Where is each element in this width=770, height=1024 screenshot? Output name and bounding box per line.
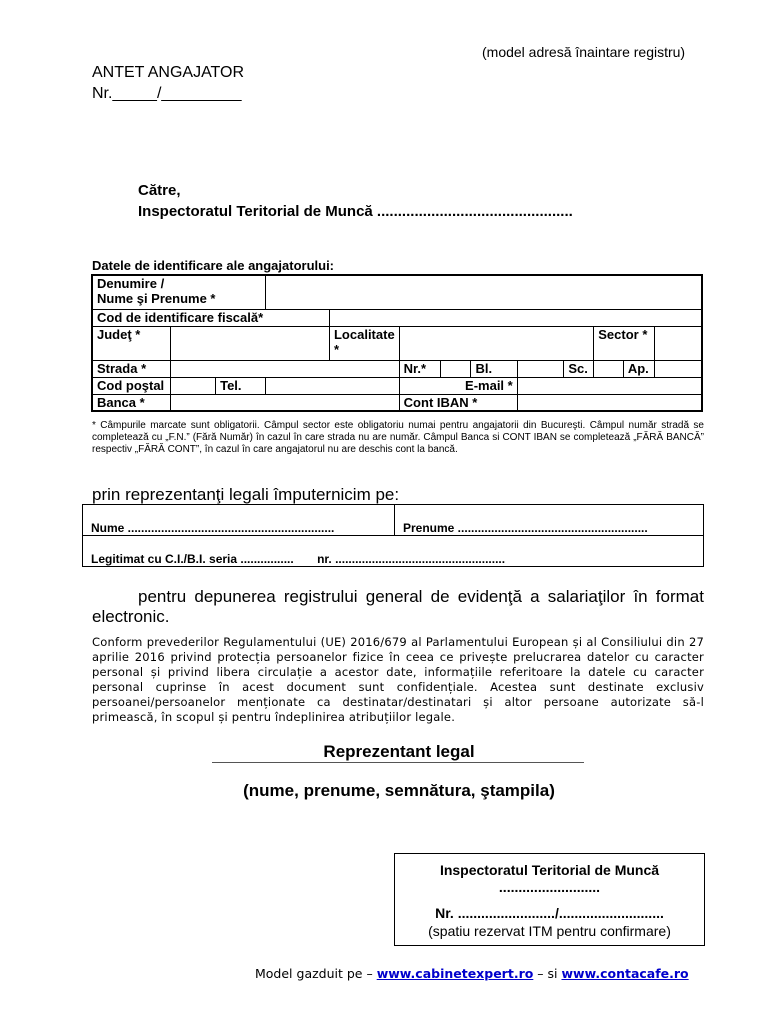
required-fields-note: * Câmpurile marcate sunt obligatorii. Câmpul sector este obligatoriu numai pentru angajatorii din Bucureşti. Câmpul număr stradă se completează cu „F.N.” (Fără Număr) în cazul în care strada nu are număr. Câmpul Banca si CONT IBAN se completează „FĂRĂ BANCĂ” respectiv „FĂRĂ CONT”, în cazul în care angajatorul nu are deschis cont la bancă. — [92, 420, 704, 455]
purpose-text: pentru depunerea registrului general de evidenţă a salariaţilor în format electronic. — [92, 587, 704, 626]
apartment-label: Ap. — [623, 360, 654, 377]
itm-box-number: Nr. ........................./........................... — [435, 905, 664, 921]
footer-middle: – si — [533, 966, 562, 981]
locality-field[interactable] — [399, 326, 594, 360]
representatives-table — [82, 504, 704, 567]
block-label: Bl. — [471, 360, 517, 377]
recipient-to: Către, — [138, 182, 181, 199]
itm-box-dots: .......................... — [498, 879, 601, 895]
letterhead — [92, 62, 244, 104]
block-field[interactable] — [517, 360, 564, 377]
fiscal-code-label: Cod de identificare fiscală* — [92, 309, 329, 326]
name-field[interactable] — [266, 275, 702, 309]
street-number-label: Nr.* — [399, 360, 441, 377]
employer-section-title: Datele de identificare ale angajatorului: — [92, 258, 335, 273]
sector-label: Sector * — [594, 326, 655, 360]
stair-label: Sc. — [564, 360, 594, 377]
email-label: E-mail * — [399, 377, 517, 394]
bank-field[interactable] — [171, 394, 399, 411]
representative-first-name[interactable]: Prenume ......................................................... — [395, 505, 704, 536]
itm-confirmation-box — [394, 853, 705, 946]
signature-line — [212, 762, 584, 763]
representatives-intro: prin reprezentanţi legali împuternicim pe: — [92, 485, 400, 504]
bank-label: Banca * — [92, 394, 171, 411]
county-label: Judeţ * — [92, 326, 171, 360]
county-field[interactable] — [171, 326, 330, 360]
registration-number: Nr._____/_________ — [92, 85, 242, 102]
sector-field[interactable] — [654, 326, 702, 360]
recipient — [138, 180, 573, 222]
postal-code-field[interactable] — [171, 377, 216, 394]
id-number: nr. ................................................... — [317, 552, 506, 566]
employer-identification-table — [91, 274, 703, 412]
itm-box-note: (spatiu rezervat ITM pentru confirmare) — [428, 923, 671, 939]
street-number-field[interactable] — [441, 360, 471, 377]
street-field[interactable] — [171, 360, 399, 377]
iban-field[interactable] — [517, 394, 702, 411]
representative-name[interactable]: Nume .............................................................. — [83, 505, 395, 536]
model-note: (model adresă înaintare registru) — [482, 44, 686, 60]
contacafe-link[interactable]: www.contacafe.ro — [561, 966, 689, 981]
email-field[interactable] — [517, 377, 702, 394]
signature-title: Reprezentant legal — [323, 742, 475, 761]
itm-box-title: Inspectoratul Teritorial de Muncă — [439, 862, 660, 878]
cabinetexpert-link[interactable]: www.cabinetexpert.ro — [376, 966, 534, 981]
name-label: Denumire / Nume şi Prenume * — [92, 275, 266, 309]
iban-label: Cont IBAN * — [399, 394, 517, 411]
street-label: Strada * — [92, 360, 171, 377]
recipient-institution: Inspectoratul Teritorial de Muncă ............................................... — [138, 203, 573, 220]
stair-field[interactable] — [594, 360, 624, 377]
postal-code-label: Cod poştal — [92, 377, 171, 394]
gdpr-notice: Conform prevederilor Regulamentului (UE) 2016/679 al Parlamentului European și al Consiliului din 27 aprilie 2016 privind protecția persoanelor fizice în ceea ce privește prelucrarea datelor cu caracter personal și privind libera circulație a acestor date, informațiile referitoare la datele cu caracter personal cuprinse în acest document sunt confidențiale. Acestea sunt destinate exclusiv persoanei/persoanelor menționate ca destinatar/destinatari și altor persoane autorizate să-l primească, în scopul și pentru îndeplinirea atribuțiilor legale. — [92, 635, 704, 724]
footer-prefix: Model gazduit pe – — [255, 966, 377, 981]
fiscal-code-field[interactable] — [329, 309, 702, 326]
representative-id[interactable] — [83, 536, 704, 567]
letterhead-title: ANTET ANGAJATOR — [92, 64, 245, 81]
signature-subtitle: (nume, prenume, semnătura, ştampila) — [243, 781, 555, 800]
apartment-field[interactable] — [654, 360, 702, 377]
phone-field[interactable] — [266, 377, 399, 394]
phone-label: Tel. — [216, 377, 266, 394]
footer — [255, 966, 689, 981]
locality-label: Localitate * — [329, 326, 399, 360]
id-series: Legitimat cu C.I./B.I. seria ................ — [91, 552, 294, 566]
